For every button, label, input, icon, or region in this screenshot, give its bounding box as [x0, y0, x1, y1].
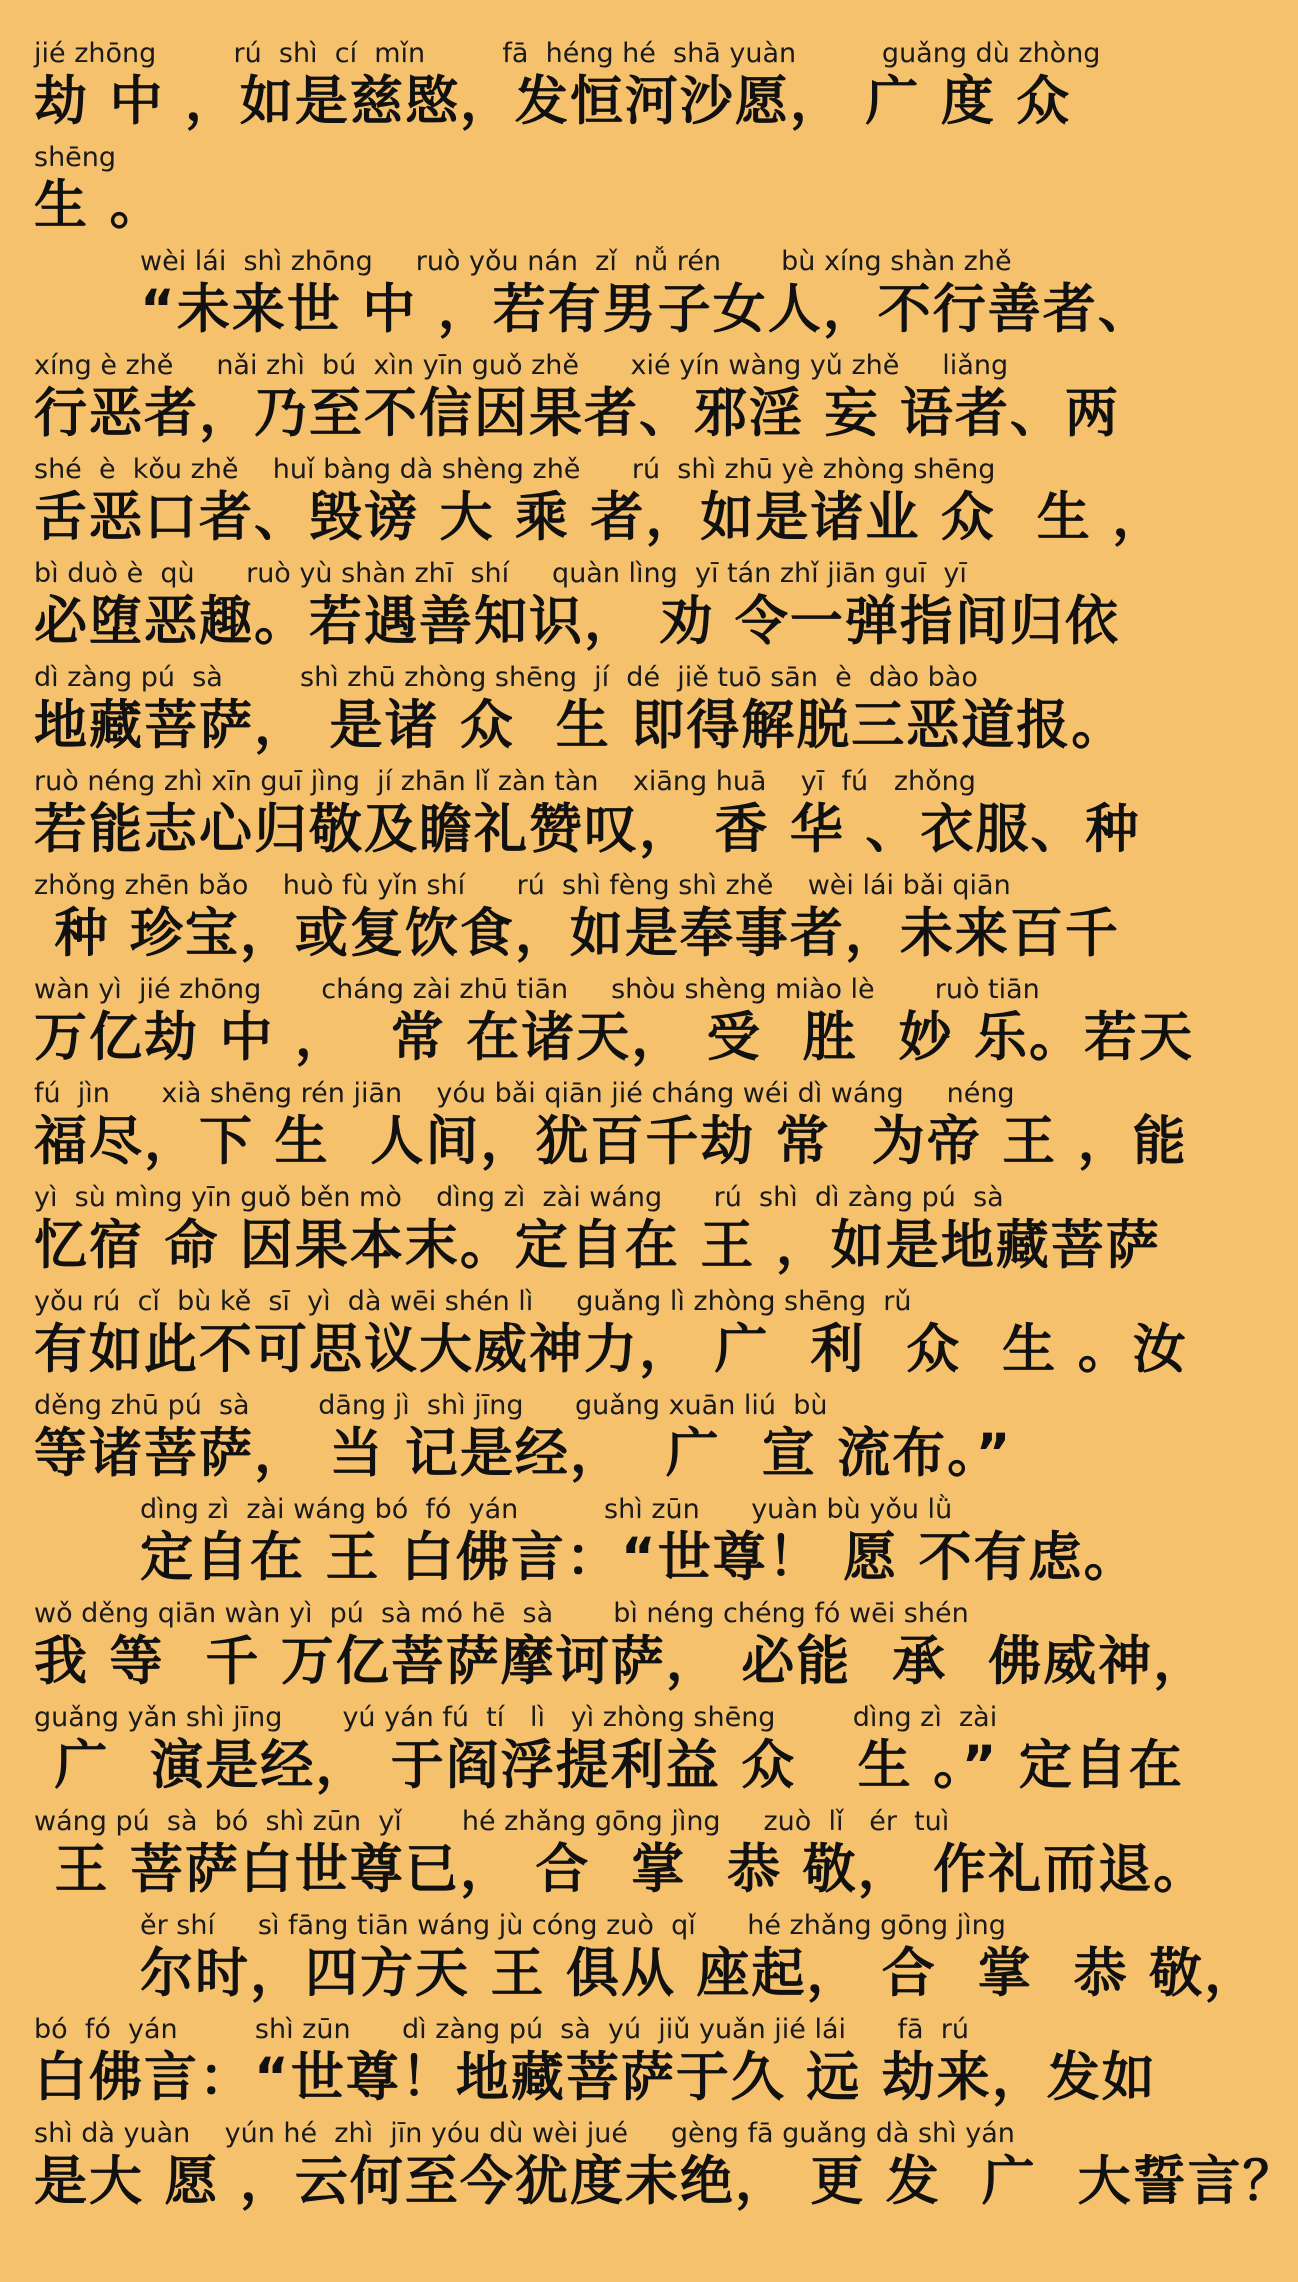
chinese-text: 有如此不可思议大威神力， 广 利 众 生 。汝	[34, 1319, 1188, 1380]
text-line	[0, 558, 1120, 662]
text-line	[0, 38, 1101, 142]
chinese-text: 定自在 王 白佛言：“世尊！ 愿 不有虑。	[140, 1527, 1139, 1588]
pinyin-annotation: shì dà yuàn yún hé zhì jīn yóu dù wèi jué gèng fā guǎng dà shì yán	[34, 2118, 1015, 2149]
pinyin-annotation: wèi lái shì zhōng ruò yǒu nán zǐ nǚ rén bù xíng shàn zhě	[140, 246, 1012, 277]
pinyin-annotation: ruò néng zhì xīn guī jìng jí zhān lǐ zàn tàn xiāng huā yī fú zhǒng	[34, 766, 976, 797]
chinese-text: 是大 愿 ，云何至今犹度未绝， 更 发 广 大誓言？	[34, 2151, 1298, 2212]
text-line	[0, 246, 1153, 350]
chinese-text: 地藏菩萨， 是诸 众 生 即得解脱三恶道报。	[34, 695, 1127, 756]
text-line	[0, 1598, 1209, 1702]
chinese-text: 生 。	[34, 175, 165, 236]
text-line	[0, 1078, 1188, 1182]
pinyin-annotation: dì zàng pú sà shì zhū zhòng shēng jí dé jiě tuō sān è dào bào	[34, 662, 978, 693]
pinyin-annotation: bó fó yán shì zūn dì zàng pú sà yú jiǔ yuǎn jié lái fā rú	[34, 2014, 969, 2045]
chinese-text: 舌恶口者、毁谤 大 乘 者，如是诸业 众 生 ，	[34, 487, 1168, 548]
chinese-text: 劫 中 ，如是慈愍，发恒河沙愿， 广 度 众	[34, 71, 1072, 132]
pinyin-annotation: wàn yì jié zhōng cháng zài zhū tiān shòu shèng miào lè ruò tiān	[34, 974, 1040, 1005]
pinyin-annotation: wǒ děng qiān wàn yì pú sà mó hē sà bì néng chéng fó wēi shén	[34, 1598, 969, 1629]
pinyin-annotation: bì duò è qù ruò yù shàn zhī shí quàn lìng yī tán zhǐ jiān guī yī	[34, 558, 967, 589]
text-line	[0, 1910, 1260, 2014]
pinyin-annotation: shé è kǒu zhě huǐ bàng dà shèng zhě rú shì zhū yè zhòng shēng	[34, 454, 996, 485]
chinese-text: 尔时，四方天 王 俱从 座起， 合 掌 恭 敬，	[140, 1943, 1260, 2004]
pinyin-annotation: yǒu rú cǐ bù kě sī yì dà wēi shén lì guǎng lì zhòng shēng rǔ	[34, 1286, 912, 1317]
chinese-text: 我 等 千 万亿菩萨摩诃萨， 必能 承 佛威神，	[34, 1631, 1209, 1692]
pinyin-annotation: ěr shí sì fāng tiān wáng jù cóng zuò qǐ hé zhǎng gōng jìng	[140, 1910, 1006, 1941]
pinyin-annotation: guǎng yǎn shì jīng yú yán fú tí lì yì zhòng shēng dìng zì zài	[34, 1702, 998, 1733]
pinyin-annotation: xíng è zhě nǎi zhì bú xìn yīn guǒ zhě xié yín wàng yǔ zhě liǎng	[34, 350, 1009, 381]
text-line	[0, 1182, 1161, 1286]
text-line	[0, 870, 1120, 974]
text-line	[0, 2118, 1298, 2222]
pinyin-annotation: jié zhōng rú shì cí mǐn fā héng hé shā yuàn guǎng dù zhòng	[34, 38, 1101, 69]
text-line	[0, 766, 1141, 870]
chinese-text: 忆宿 命 因果本末。定自在 王 ，如是地藏菩萨	[34, 1215, 1161, 1276]
chinese-text: “未来世 中 ，若有男子女人，不行善者、	[140, 279, 1153, 340]
pinyin-annotation: fú jìn xià shēng rén jiān yóu bǎi qiān jié cháng wéi dì wáng néng	[34, 1078, 1015, 1109]
text-line	[0, 1390, 1080, 1494]
chinese-text: 万亿劫 中 ， 常 在诸天， 受 胜 妙 乐。若天	[34, 1007, 1194, 1068]
text-line	[0, 142, 1080, 246]
text-line	[0, 350, 1120, 454]
text-line	[0, 1702, 1184, 1806]
text-line	[0, 1494, 1139, 1598]
text-line	[0, 974, 1194, 1078]
text-line	[0, 662, 1127, 766]
chinese-text: 种 珍宝，或复饮食，如是奉事者，未来百千	[34, 903, 1120, 964]
chinese-text: 必堕恶趣。若遇善知识， 劝 令一弹指间归依	[34, 591, 1120, 652]
pinyin-annotation: děng zhū pú sà dāng jì shì jīng guǎng xuān liú bù	[34, 1390, 828, 1421]
chinese-text: 行恶者，乃至不信因果者、邪淫 妄 语者、两	[34, 383, 1120, 444]
chinese-text: 广 演是经， 于阎浮提利益 众 生 。” 定自在	[34, 1735, 1184, 1796]
chinese-text: 若能志心归敬及瞻礼赞叹， 香 华 、衣服、种	[34, 799, 1141, 860]
text-line	[0, 1806, 1209, 1910]
pinyin-annotation: yì sù mìng yīn guǒ běn mò dìng zì zài wáng rú shì dì zàng pú sà	[34, 1182, 1004, 1213]
chinese-text: 王 菩萨白世尊已， 合 掌 恭 敬， 作礼而退。	[34, 1839, 1209, 1900]
chinese-text: 福尽，下 生 人间，犹百千劫 常 为帝 王 ，能	[34, 1111, 1188, 1172]
pinyin-annotation: wáng pú sà bó shì zūn yǐ hé zhǎng gōng jìng zuò lǐ ér tuì	[34, 1806, 950, 1837]
chinese-text: 白佛言：“世尊！地藏菩萨于久 远 劫来，发如	[34, 2047, 1157, 2108]
chinese-text: 等诸菩萨， 当 记是经， 广 宣 流布。”	[34, 1423, 1013, 1484]
pinyin-annotation: dìng zì zài wáng bó fó yán shì zūn yuàn bù yǒu lǜ	[140, 1494, 953, 1525]
pinyin-annotation: zhǒng zhēn bǎo huò fù yǐn shí rú shì fèng shì zhě wèi lái bǎi qiān	[34, 870, 1011, 901]
text-line	[0, 454, 1168, 558]
pinyin-annotation: shēng	[34, 142, 117, 173]
text-line	[0, 1286, 1188, 1390]
text-line	[0, 2014, 1157, 2118]
